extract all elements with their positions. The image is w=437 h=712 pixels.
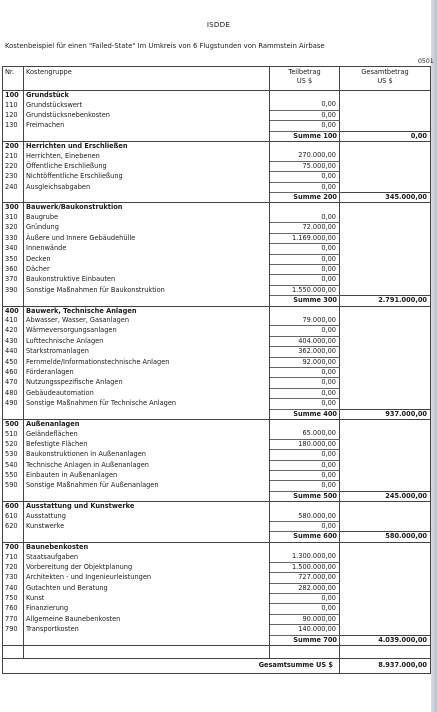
group-number: 200 bbox=[3, 142, 24, 152]
table-row bbox=[3, 625, 431, 635]
table-row bbox=[3, 604, 431, 614]
item-amount: 727.000,00 bbox=[270, 573, 340, 583]
item-name: Sonstige Maßnahmen für Außenanlagen bbox=[24, 481, 270, 491]
table-row bbox=[3, 182, 431, 192]
sum-value: 2.791.000,00 bbox=[340, 296, 431, 306]
sum-value: 245.000,00 bbox=[340, 491, 431, 501]
item-amount: 75.000,00 bbox=[270, 161, 340, 171]
item-amount: 0,00 bbox=[270, 100, 340, 110]
item-total-empty bbox=[340, 593, 431, 603]
group-sum-row bbox=[3, 635, 431, 645]
item-number: 130 bbox=[3, 121, 24, 131]
table-row bbox=[3, 121, 431, 131]
group-sum-row bbox=[3, 409, 431, 419]
item-amount: 404.000,00 bbox=[270, 336, 340, 346]
item-name: Förderanlagen bbox=[24, 367, 270, 377]
item-amount: 92.000,00 bbox=[270, 357, 340, 367]
group-header-row bbox=[3, 306, 431, 316]
item-total-empty bbox=[340, 161, 431, 171]
item-total-empty bbox=[340, 347, 431, 357]
item-amount: 0,00 bbox=[270, 213, 340, 223]
table-row bbox=[3, 151, 431, 161]
item-total-empty bbox=[340, 244, 431, 254]
item-total-empty bbox=[340, 439, 431, 449]
table-row bbox=[3, 593, 431, 603]
item-number: 460 bbox=[3, 367, 24, 377]
item-amount: 0,00 bbox=[270, 450, 340, 460]
item-total-empty bbox=[340, 512, 431, 522]
item-name: Gebäudeautomation bbox=[24, 388, 270, 398]
item-amount: 0,00 bbox=[270, 460, 340, 470]
grand-total-value: 8.937.000,00 bbox=[340, 658, 431, 673]
item-name: Baugrube bbox=[24, 213, 270, 223]
table-row bbox=[3, 471, 431, 481]
item-amount: 140.000,00 bbox=[270, 625, 340, 635]
group-header-row bbox=[3, 91, 431, 101]
group-sum-row bbox=[3, 491, 431, 501]
item-name: Fernmelde/Informationstechnische Anlagen bbox=[24, 357, 270, 367]
sum-empty bbox=[24, 635, 270, 645]
group-partial-empty bbox=[270, 420, 340, 430]
item-name: Finanzierung bbox=[24, 604, 270, 614]
column-header-partial-line1: Teilbetrag bbox=[288, 68, 321, 76]
item-number: 590 bbox=[3, 481, 24, 491]
sum-label: Summe 100 bbox=[270, 131, 340, 141]
sum-label: Summe 500 bbox=[270, 491, 340, 501]
table-row bbox=[3, 254, 431, 264]
item-amount: 0,00 bbox=[270, 471, 340, 481]
item-total-empty bbox=[340, 604, 431, 614]
group-header-row bbox=[3, 502, 431, 512]
sum-label: Summe 400 bbox=[270, 409, 340, 419]
table-row bbox=[3, 399, 431, 409]
item-number: 240 bbox=[3, 182, 24, 192]
item-total-empty bbox=[340, 481, 431, 491]
column-header-total-line2: US $ bbox=[377, 76, 393, 85]
item-number: 510 bbox=[3, 429, 24, 439]
sum-value: 937.000,00 bbox=[340, 409, 431, 419]
sum-empty bbox=[24, 532, 270, 542]
table-row bbox=[3, 326, 431, 336]
item-total-empty bbox=[340, 336, 431, 346]
item-amount: 0,00 bbox=[270, 275, 340, 285]
table-row bbox=[3, 213, 431, 223]
sum-empty bbox=[24, 491, 270, 501]
item-total-empty bbox=[340, 182, 431, 192]
item-number: 330 bbox=[3, 233, 24, 243]
item-total-empty bbox=[340, 399, 431, 409]
item-amount: 72.000,00 bbox=[270, 223, 340, 233]
item-name: Grundstücksnebenkosten bbox=[24, 110, 270, 120]
item-number: 760 bbox=[3, 604, 24, 614]
table-row bbox=[3, 367, 431, 377]
item-number: 720 bbox=[3, 562, 24, 572]
group-name: Baunebenkosten bbox=[24, 542, 270, 552]
group-partial-empty bbox=[270, 203, 340, 213]
column-header-nr: Nr. bbox=[3, 67, 24, 91]
group-total-empty bbox=[340, 502, 431, 512]
item-total-empty bbox=[340, 614, 431, 624]
item-total-empty bbox=[340, 100, 431, 110]
table-row bbox=[3, 316, 431, 326]
item-number: 790 bbox=[3, 625, 24, 635]
item-name: Kunst bbox=[24, 593, 270, 603]
item-number: 730 bbox=[3, 573, 24, 583]
spacer-cell bbox=[340, 645, 431, 658]
grand-total-row bbox=[3, 658, 431, 673]
item-name: Sonstige Maßnahmen für Baukonstruktion bbox=[24, 285, 270, 295]
item-name: Wärmeversorgungsanlagen bbox=[24, 326, 270, 336]
group-partial-empty bbox=[270, 142, 340, 152]
item-number: 320 bbox=[3, 223, 24, 233]
item-amount: 0,00 bbox=[270, 388, 340, 398]
item-name: Äußere und Innere Gebäudehülle bbox=[24, 233, 270, 243]
table-row bbox=[3, 439, 431, 449]
item-amount: 79.000,00 bbox=[270, 316, 340, 326]
table-row bbox=[3, 552, 431, 562]
item-number: 470 bbox=[3, 378, 24, 388]
item-number: 710 bbox=[3, 552, 24, 562]
item-number: 610 bbox=[3, 512, 24, 522]
item-name: Lufttechnische Anlagen bbox=[24, 336, 270, 346]
item-number: 350 bbox=[3, 254, 24, 264]
item-name: Vorbereitung der Objektplanung bbox=[24, 562, 270, 572]
item-total-empty bbox=[340, 429, 431, 439]
table-row bbox=[3, 522, 431, 532]
group-number: 500 bbox=[3, 420, 24, 430]
column-header-total-line1: Gesamtbetrag bbox=[361, 68, 409, 76]
sum-value: 580.000,00 bbox=[340, 532, 431, 542]
sum-label: Summe 700 bbox=[270, 635, 340, 645]
item-total-empty bbox=[340, 213, 431, 223]
item-amount: 0,00 bbox=[270, 182, 340, 192]
item-name: Herrichten, Einebenen bbox=[24, 151, 270, 161]
item-number: 390 bbox=[3, 285, 24, 295]
column-header-partial bbox=[270, 67, 340, 91]
sum-empty bbox=[3, 532, 24, 542]
group-total-empty bbox=[340, 542, 431, 552]
item-name: Gutachten und Beratung bbox=[24, 583, 270, 593]
sum-empty bbox=[24, 409, 270, 419]
item-name: Innenwände bbox=[24, 244, 270, 254]
item-amount: 0,00 bbox=[270, 244, 340, 254]
item-name: Staatsaufgaben bbox=[24, 552, 270, 562]
item-total-empty bbox=[340, 110, 431, 120]
item-amount: 1.300.000,00 bbox=[270, 552, 340, 562]
item-number: 550 bbox=[3, 471, 24, 481]
grand-total-label: Gesamtsumme US $ bbox=[3, 658, 340, 673]
table-row bbox=[3, 336, 431, 346]
item-amount: 1.169.000,00 bbox=[270, 233, 340, 243]
group-partial-empty bbox=[270, 542, 340, 552]
cost-table bbox=[2, 66, 431, 674]
item-number: 370 bbox=[3, 275, 24, 285]
item-total-empty bbox=[340, 285, 431, 295]
item-name: Baukonstruktionen in Außenanlagen bbox=[24, 450, 270, 460]
table-row bbox=[3, 264, 431, 274]
item-total-empty bbox=[340, 460, 431, 470]
sum-empty bbox=[3, 131, 24, 141]
item-number: 770 bbox=[3, 614, 24, 624]
item-number: 480 bbox=[3, 388, 24, 398]
item-total-empty bbox=[340, 275, 431, 285]
item-number: 450 bbox=[3, 357, 24, 367]
spacer-cell bbox=[24, 645, 270, 658]
item-total-empty bbox=[340, 367, 431, 377]
group-name: Herrichten und Erschließen bbox=[24, 142, 270, 152]
item-total-empty bbox=[340, 583, 431, 593]
item-name: Gründung bbox=[24, 223, 270, 233]
group-sum-row bbox=[3, 193, 431, 203]
group-total-empty bbox=[340, 306, 431, 316]
item-name: Allgemeine Baunebenkosten bbox=[24, 614, 270, 624]
item-amount: 0,00 bbox=[270, 172, 340, 182]
table-row bbox=[3, 100, 431, 110]
item-name: Starkstromanlagen bbox=[24, 347, 270, 357]
group-number: 100 bbox=[3, 91, 24, 101]
item-total-empty bbox=[340, 562, 431, 572]
item-number: 430 bbox=[3, 336, 24, 346]
group-total-empty bbox=[340, 91, 431, 101]
item-number: 310 bbox=[3, 213, 24, 223]
sum-empty bbox=[24, 193, 270, 203]
group-sum-row bbox=[3, 532, 431, 542]
item-name: Öffentliche Erschließung bbox=[24, 161, 270, 171]
table-row bbox=[3, 614, 431, 624]
item-amount: 90.000,00 bbox=[270, 614, 340, 624]
item-number: 120 bbox=[3, 110, 24, 120]
table-row bbox=[3, 275, 431, 285]
group-name: Bauwerk/Baukonstruktion bbox=[24, 203, 270, 213]
item-amount: 0,00 bbox=[270, 121, 340, 131]
sum-empty bbox=[3, 296, 24, 306]
spacer-cell bbox=[3, 645, 24, 658]
sum-empty bbox=[3, 635, 24, 645]
group-partial-empty bbox=[270, 502, 340, 512]
group-sum-row bbox=[3, 296, 431, 306]
item-number: 220 bbox=[3, 161, 24, 171]
spacer-cell bbox=[270, 645, 340, 658]
table-row bbox=[3, 481, 431, 491]
item-number: 230 bbox=[3, 172, 24, 182]
item-total-empty bbox=[340, 625, 431, 635]
group-number: 600 bbox=[3, 502, 24, 512]
item-number: 620 bbox=[3, 522, 24, 532]
item-amount: 65.000,00 bbox=[270, 429, 340, 439]
item-amount: 0,00 bbox=[270, 264, 340, 274]
item-amount: 270.000,00 bbox=[270, 151, 340, 161]
item-amount: 0,00 bbox=[270, 110, 340, 120]
item-amount: 0,00 bbox=[270, 593, 340, 603]
item-number: 110 bbox=[3, 100, 24, 110]
table-row bbox=[3, 429, 431, 439]
item-amount: 580.000,00 bbox=[270, 512, 340, 522]
sum-empty bbox=[24, 131, 270, 141]
group-header-row bbox=[3, 142, 431, 152]
spacer-row bbox=[3, 645, 431, 658]
item-number: 520 bbox=[3, 439, 24, 449]
item-name: Technische Anlagen in Außenanlagen bbox=[24, 460, 270, 470]
item-amount: 0,00 bbox=[270, 522, 340, 532]
group-total-empty bbox=[340, 142, 431, 152]
item-amount: 0,00 bbox=[270, 481, 340, 491]
item-name: Befestigte Flächen bbox=[24, 439, 270, 449]
item-total-empty bbox=[340, 254, 431, 264]
table-row bbox=[3, 562, 431, 572]
table-row bbox=[3, 583, 431, 593]
sum-empty bbox=[3, 409, 24, 419]
item-total-empty bbox=[340, 388, 431, 398]
table-row bbox=[3, 357, 431, 367]
item-name: Geländeflächen bbox=[24, 429, 270, 439]
item-amount: 1.500.000,00 bbox=[270, 562, 340, 572]
group-total-empty bbox=[340, 203, 431, 213]
item-amount: 282.000,00 bbox=[270, 583, 340, 593]
table-row bbox=[3, 347, 431, 357]
table-row bbox=[3, 573, 431, 583]
item-total-empty bbox=[340, 223, 431, 233]
sum-empty bbox=[24, 296, 270, 306]
group-partial-empty bbox=[270, 306, 340, 316]
item-total-empty bbox=[340, 450, 431, 460]
item-amount: 362.000,00 bbox=[270, 347, 340, 357]
item-name: Dächer bbox=[24, 264, 270, 274]
table-row bbox=[3, 244, 431, 254]
sum-value: 0,00 bbox=[340, 131, 431, 141]
page-edge bbox=[431, 0, 437, 712]
sum-value: 4.039.000,00 bbox=[340, 635, 431, 645]
item-name: Nutzungsspezifische Anlagen bbox=[24, 378, 270, 388]
group-name: Grundstück bbox=[24, 91, 270, 101]
group-number: 400 bbox=[3, 306, 24, 316]
item-total-empty bbox=[340, 552, 431, 562]
table-row bbox=[3, 223, 431, 233]
sum-label: Summe 200 bbox=[270, 193, 340, 203]
group-number: 700 bbox=[3, 542, 24, 552]
sum-empty bbox=[3, 491, 24, 501]
column-header-partial-line2: US $ bbox=[296, 76, 313, 85]
table-row bbox=[3, 110, 431, 120]
item-name: Grundstückswert bbox=[24, 100, 270, 110]
item-number: 490 bbox=[3, 399, 24, 409]
sum-empty bbox=[3, 193, 24, 203]
table-row bbox=[3, 233, 431, 243]
item-name: Architekten - und Ingenieurleistungen bbox=[24, 573, 270, 583]
column-header-total bbox=[340, 67, 431, 91]
item-name: Ausgleichsabgaben bbox=[24, 182, 270, 192]
table-header-row bbox=[3, 67, 431, 91]
item-number: 540 bbox=[3, 460, 24, 470]
item-number: 440 bbox=[3, 347, 24, 357]
item-number: 210 bbox=[3, 151, 24, 161]
table-row bbox=[3, 388, 431, 398]
item-number: 750 bbox=[3, 593, 24, 603]
item-total-empty bbox=[340, 121, 431, 131]
item-total-empty bbox=[340, 471, 431, 481]
document-subtitle: Kostenbeispiel für einen "Failed-State" Im Umkreis von 6 Flugstunden von Rammstein Airbase bbox=[5, 42, 325, 50]
item-total-empty bbox=[340, 264, 431, 274]
sum-value: 345.000,00 bbox=[340, 193, 431, 203]
sum-label: Summe 600 bbox=[270, 532, 340, 542]
table-row bbox=[3, 161, 431, 171]
group-header-row bbox=[3, 542, 431, 552]
document-number: 0501 bbox=[418, 58, 434, 65]
item-name: Kunstwerke bbox=[24, 522, 270, 532]
item-number: 360 bbox=[3, 264, 24, 274]
item-name: Nichtöffentliche Erschließung bbox=[24, 172, 270, 182]
item-total-empty bbox=[340, 172, 431, 182]
item-amount: 0,00 bbox=[270, 399, 340, 409]
item-amount: 0,00 bbox=[270, 254, 340, 264]
item-total-empty bbox=[340, 326, 431, 336]
item-total-empty bbox=[340, 233, 431, 243]
document-title: ISDDE bbox=[206, 20, 231, 29]
item-amount: 0,00 bbox=[270, 326, 340, 336]
group-partial-empty bbox=[270, 91, 340, 101]
group-number: 300 bbox=[3, 203, 24, 213]
item-amount: 0,00 bbox=[270, 367, 340, 377]
item-total-empty bbox=[340, 151, 431, 161]
item-number: 340 bbox=[3, 244, 24, 254]
group-name: Ausstattung und Kunstwerke bbox=[24, 502, 270, 512]
table-row bbox=[3, 512, 431, 522]
item-number: 410 bbox=[3, 316, 24, 326]
item-number: 740 bbox=[3, 583, 24, 593]
item-amount: 180.000,00 bbox=[270, 439, 340, 449]
item-name: Freimachen bbox=[24, 121, 270, 131]
item-amount: 1.550.000,00 bbox=[270, 285, 340, 295]
table-row bbox=[3, 378, 431, 388]
item-number: 420 bbox=[3, 326, 24, 336]
item-name: Ausstattung bbox=[24, 512, 270, 522]
item-total-empty bbox=[340, 522, 431, 532]
item-name: Transportkosten bbox=[24, 625, 270, 635]
item-name: Abwasser, Wasser, Gasanlagen bbox=[24, 316, 270, 326]
group-header-row bbox=[3, 203, 431, 213]
group-name: Außenanlagen bbox=[24, 420, 270, 430]
item-name: Sonstige Maßnahmen für Technische Anlagen bbox=[24, 399, 270, 409]
item-amount: 0,00 bbox=[270, 604, 340, 614]
table-row bbox=[3, 450, 431, 460]
sum-label: Summe 300 bbox=[270, 296, 340, 306]
table-row bbox=[3, 172, 431, 182]
item-total-empty bbox=[340, 316, 431, 326]
item-total-empty bbox=[340, 357, 431, 367]
item-name: Baukonstruktive Einbauten bbox=[24, 275, 270, 285]
table-row bbox=[3, 285, 431, 295]
item-total-empty bbox=[340, 378, 431, 388]
item-name: Einbauten in Außenanlagen bbox=[24, 471, 270, 481]
item-number: 530 bbox=[3, 450, 24, 460]
group-total-empty bbox=[340, 420, 431, 430]
group-sum-row bbox=[3, 131, 431, 141]
column-header-group: Kostengruppe bbox=[24, 67, 270, 91]
item-name: Decken bbox=[24, 254, 270, 264]
group-name: Bauwerk, Technische Anlagen bbox=[24, 306, 270, 316]
group-header-row bbox=[3, 420, 431, 430]
table-row bbox=[3, 460, 431, 470]
item-total-empty bbox=[340, 573, 431, 583]
item-amount: 0,00 bbox=[270, 378, 340, 388]
